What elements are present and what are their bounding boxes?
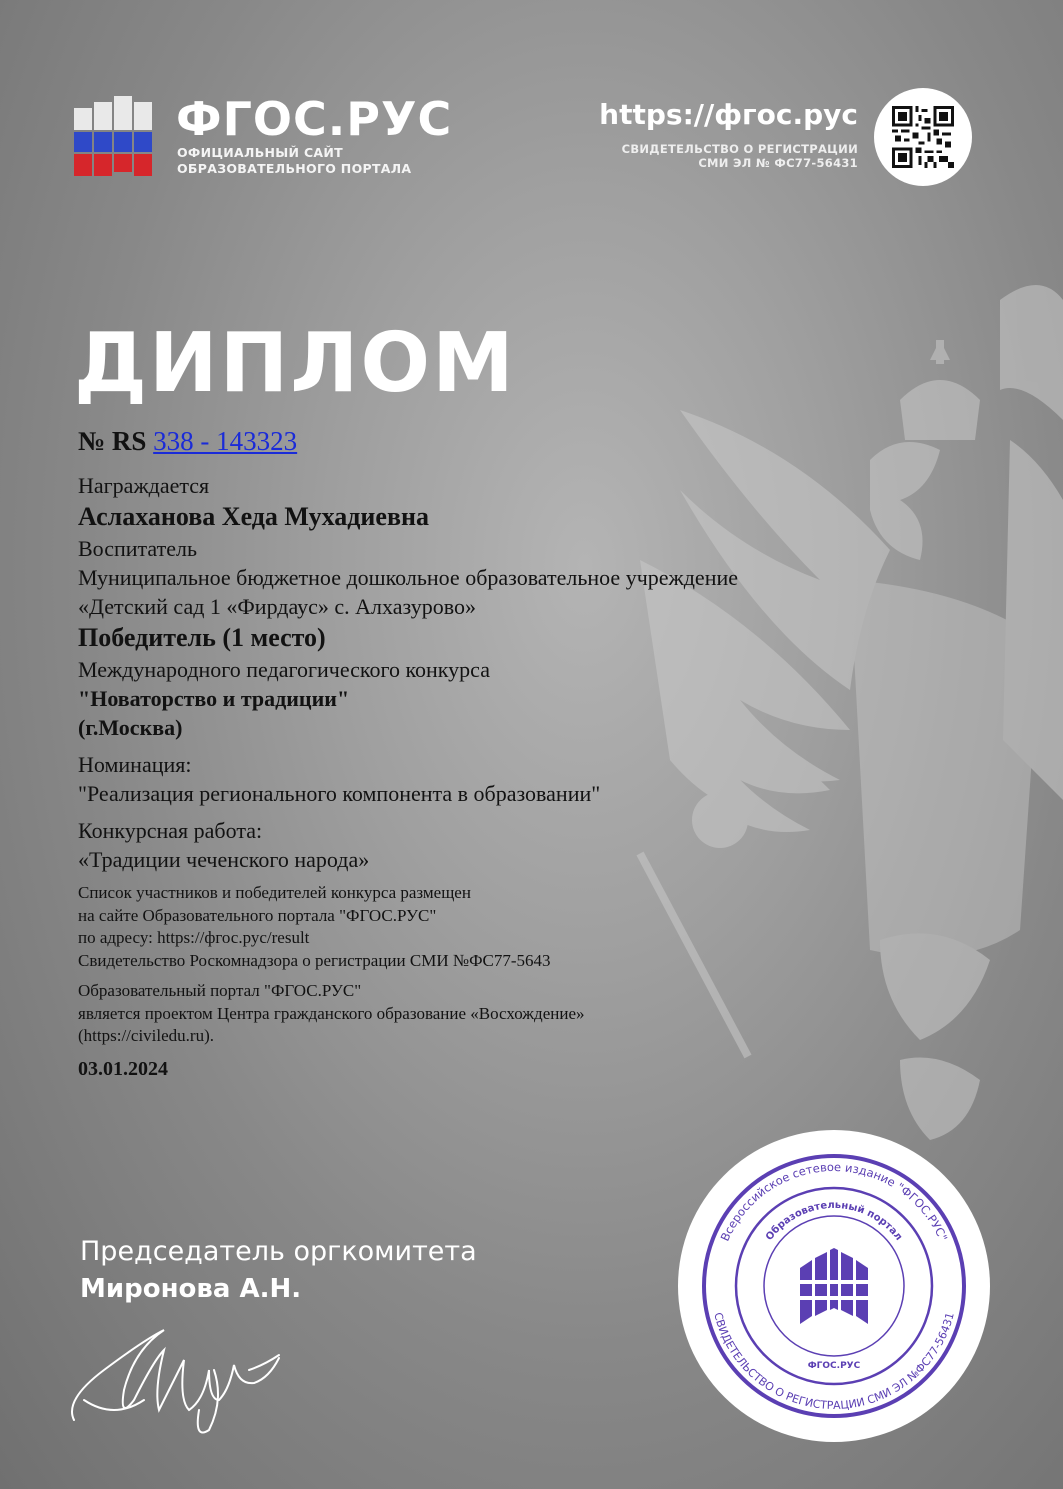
fgos-logo-icon: [74, 96, 156, 178]
awarded-label: Награждается: [78, 473, 210, 498]
official-stamp: [678, 1130, 990, 1442]
note-line-6: является проектом Центра гражданского образование «Восхождение»: [78, 1003, 585, 1023]
brand-subtitle: [177, 145, 411, 177]
note-line-3: по адресу: https://фгос.рус/result: [78, 928, 310, 947]
diploma-number: [78, 426, 838, 457]
brand-subtitle-line-1: ОФИЦИАЛЬНЫЙ САЙТ: [177, 145, 343, 160]
work-label: Конкурсная работа:: [78, 818, 263, 843]
work-title: «Традиции чеченского народа»: [78, 847, 370, 872]
note-line-4: Свидетельство Роскомнадзора о регистрации СМИ №ФС77-5643: [78, 950, 551, 970]
diploma-number-prefix: № RS: [78, 426, 154, 456]
diploma-body: [78, 426, 838, 1081]
note-line-7: (https://civiledu.ru).: [78, 1026, 214, 1045]
site-url[interactable]: https://фгос.рус: [599, 98, 858, 131]
contest-name: "Новаторство и традиции": [78, 686, 350, 711]
qr-code-badge: [874, 88, 972, 186]
stamp-outer-text: Всероссийское сетевое издание "ФГОС.РУС": [717, 1159, 951, 1244]
registration-info: [622, 142, 858, 170]
brand-subtitle-line-2: ОБРАЗОВАТЕЛЬНОГО ПОРТАЛА: [177, 161, 412, 176]
recipient-name: Аслаханова Хеда Мухадиевна: [78, 502, 429, 531]
registration-line-2: СМИ ЭЛ № ФС77-56431: [698, 156, 858, 170]
organization-line-1: Муниципальное бюджетное дошкольное образовательное учреждение: [78, 565, 738, 590]
stamp-center-label: ФГОС.РУС: [807, 1361, 861, 1371]
qr-code-icon: [892, 106, 954, 168]
place-award: Победитель (1 место): [78, 623, 326, 652]
contest-city: (г.Москва): [78, 715, 183, 740]
stamp-outer-bottom-text: СВИДЕТЕЛЬСТВО О РЕГИСТРАЦИИ СМИ ЭЛ №ФС77-56431: [711, 1311, 957, 1413]
nomination-value: "Реализация регионального компонента в образовании": [78, 781, 601, 806]
stamp-building-icon: [798, 1248, 870, 1324]
contest-type: Международного педагогического конкурса: [78, 657, 490, 682]
document-title: ДИПЛОМ: [74, 316, 516, 411]
nomination-label: Номинация:: [78, 752, 192, 777]
stamp-inner-text: Образовательный портал: [763, 1199, 905, 1243]
chairman-name: Миронова А.Н.: [80, 1274, 302, 1304]
issue-date: 03.01.2024: [78, 1057, 168, 1080]
note-line-5: Образовательный портал "ФГОС.РУС": [78, 981, 362, 1000]
note-line-2: на сайте Образовательного портала "ФГОС.РУС": [78, 905, 437, 925]
signature-image: [64, 1300, 294, 1440]
organization-line-2: «Детский сад 1 «Фирдаус» с. Алхазурово»: [78, 594, 476, 619]
recipient-position: Воспитатель: [78, 536, 198, 561]
diploma-number-link[interactable]: 338 - 143323: [153, 426, 298, 456]
chairman-title: Председатель оргкомитета: [80, 1236, 477, 1267]
note-line-1: Список участников и победителей конкурса размещен: [78, 883, 471, 902]
registration-line-1: СВИДЕТЕЛЬСТВО О РЕГИСТРАЦИИ: [621, 142, 858, 156]
brand-name: ФГОС.РУС: [176, 92, 453, 146]
